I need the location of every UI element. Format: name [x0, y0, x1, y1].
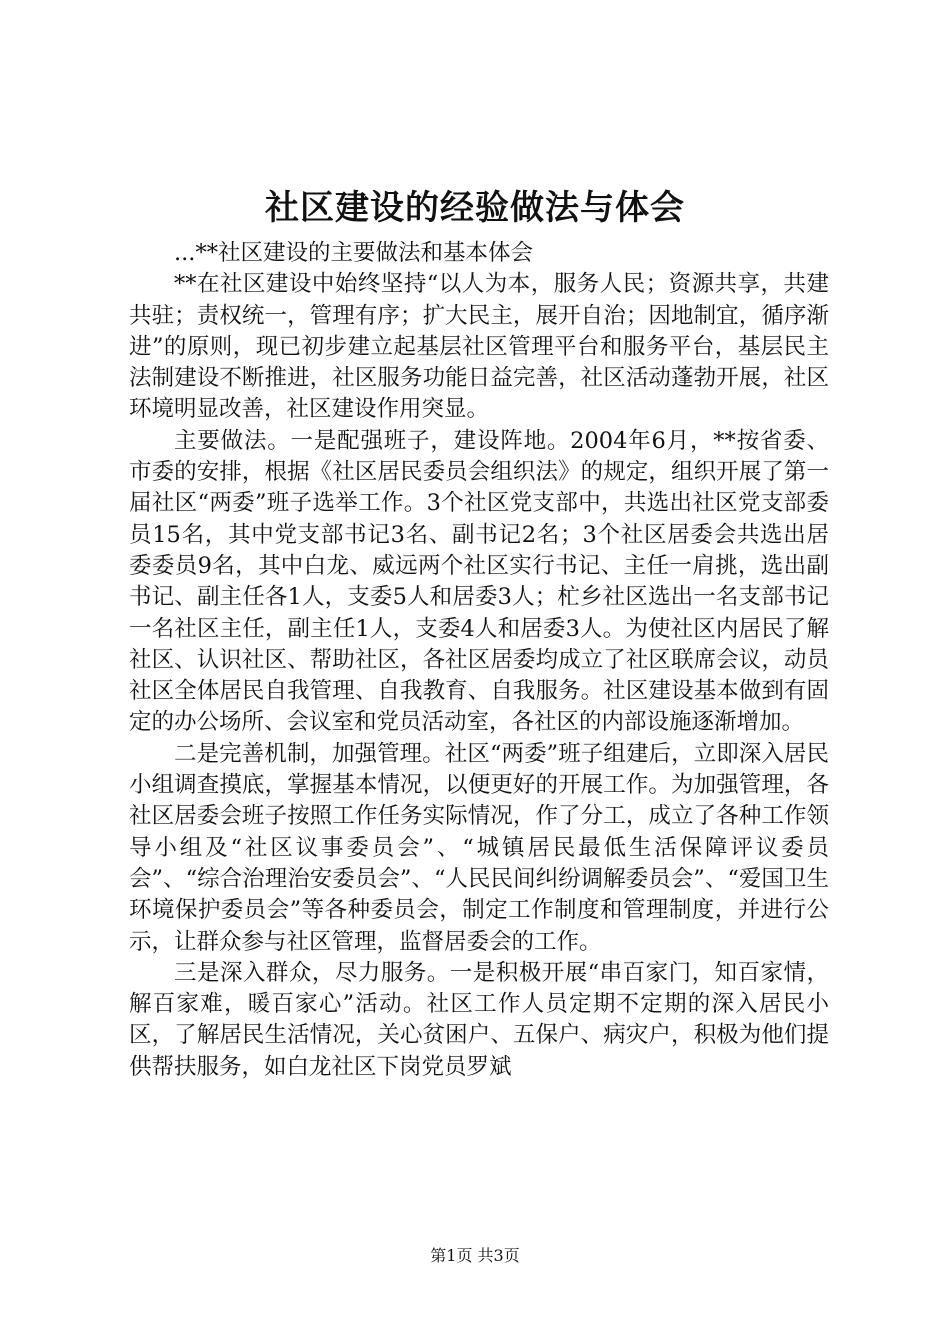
document-body — [129, 238, 829, 1083]
document-subtitle: ...**社区建设的主要做法和基本体会 — [174, 240, 533, 266]
paragraph: 三是深入群众，尽力服务。一是积极开展“串百家门，知百家情，解百家难，暖百家心”活动。社区工作人员定期不定期的深入居民小区，了解居民生活情况，关心贫困户、五保户、病灾户，积极为他们提供帮扶服务，如白龙社区下岗党员罗斌 — [129, 959, 829, 1080]
paragraph: 二是完善机制，加强管理。社区“两委”班子组建后，立即深入居民小组调查摸底，掌握基本情况，以便更好的开展工作。为加强管理，各社区居委会班子按照工作任务实际情况，作了分工，成立了各种工作领导小组及“社区议事委员会”、“城镇居民最低生活保障评议委员会”、“综合治理治安委员会”、“人民民间纠纷调解委员会”、“爱国卫生环境保护委员会”等各种委员会，制定工作制度和管理制度，并进行公示，让群众参与社区管理，监督居委会的工作。 — [129, 740, 829, 955]
document-title: 社区建设的经验做法与体会 — [265, 188, 685, 228]
paragraph: **在社区建设中始终坚持“以人为本，服务人民；资源共享，共建共驻；责权统一，管理有序；扩大民主，展开自治；因地制宜，循序渐进”的原则，现已初步建立起基层社区管理平台和服务平台，基层民主法制建设不断推进，社区服务功能日益完善，社区活动蓬勃开展，社区环境明显改善，社区建设作用突显。 — [129, 271, 829, 423]
paragraph: 主要做法。一是配强班子，建设阵地。2004年6月，**按省委、市委的安排，根据《社区居民委员会组织法》的规定，组织开展了第一届社区“两委”班子选举工作。3个社区党支部中，共选出社区党支部委员15名，其中党支部书记3名、副书记2名；3个社区居委会共选出居委委员9名，其中白龙、威远两个社区实行书记、主任一肩挑，选出副书记、副主任各1人，支委5人和居委3人；杧乡社区选出一名支部书记一名社区主任，副主任1人，支委4人和居委3人。为使社区内居民了解社区、认识社区、帮助社区，各社区居委均成立了社区联席会议，动员社区全体居民自我管理、自我教育、自我服务。社区建设基本做到有固定的办公场所、会议室和党员活动室，各社区的内部设施逐渐增加。 — [129, 427, 829, 736]
page-footer: 第1页 共3页 — [430, 1246, 520, 1265]
